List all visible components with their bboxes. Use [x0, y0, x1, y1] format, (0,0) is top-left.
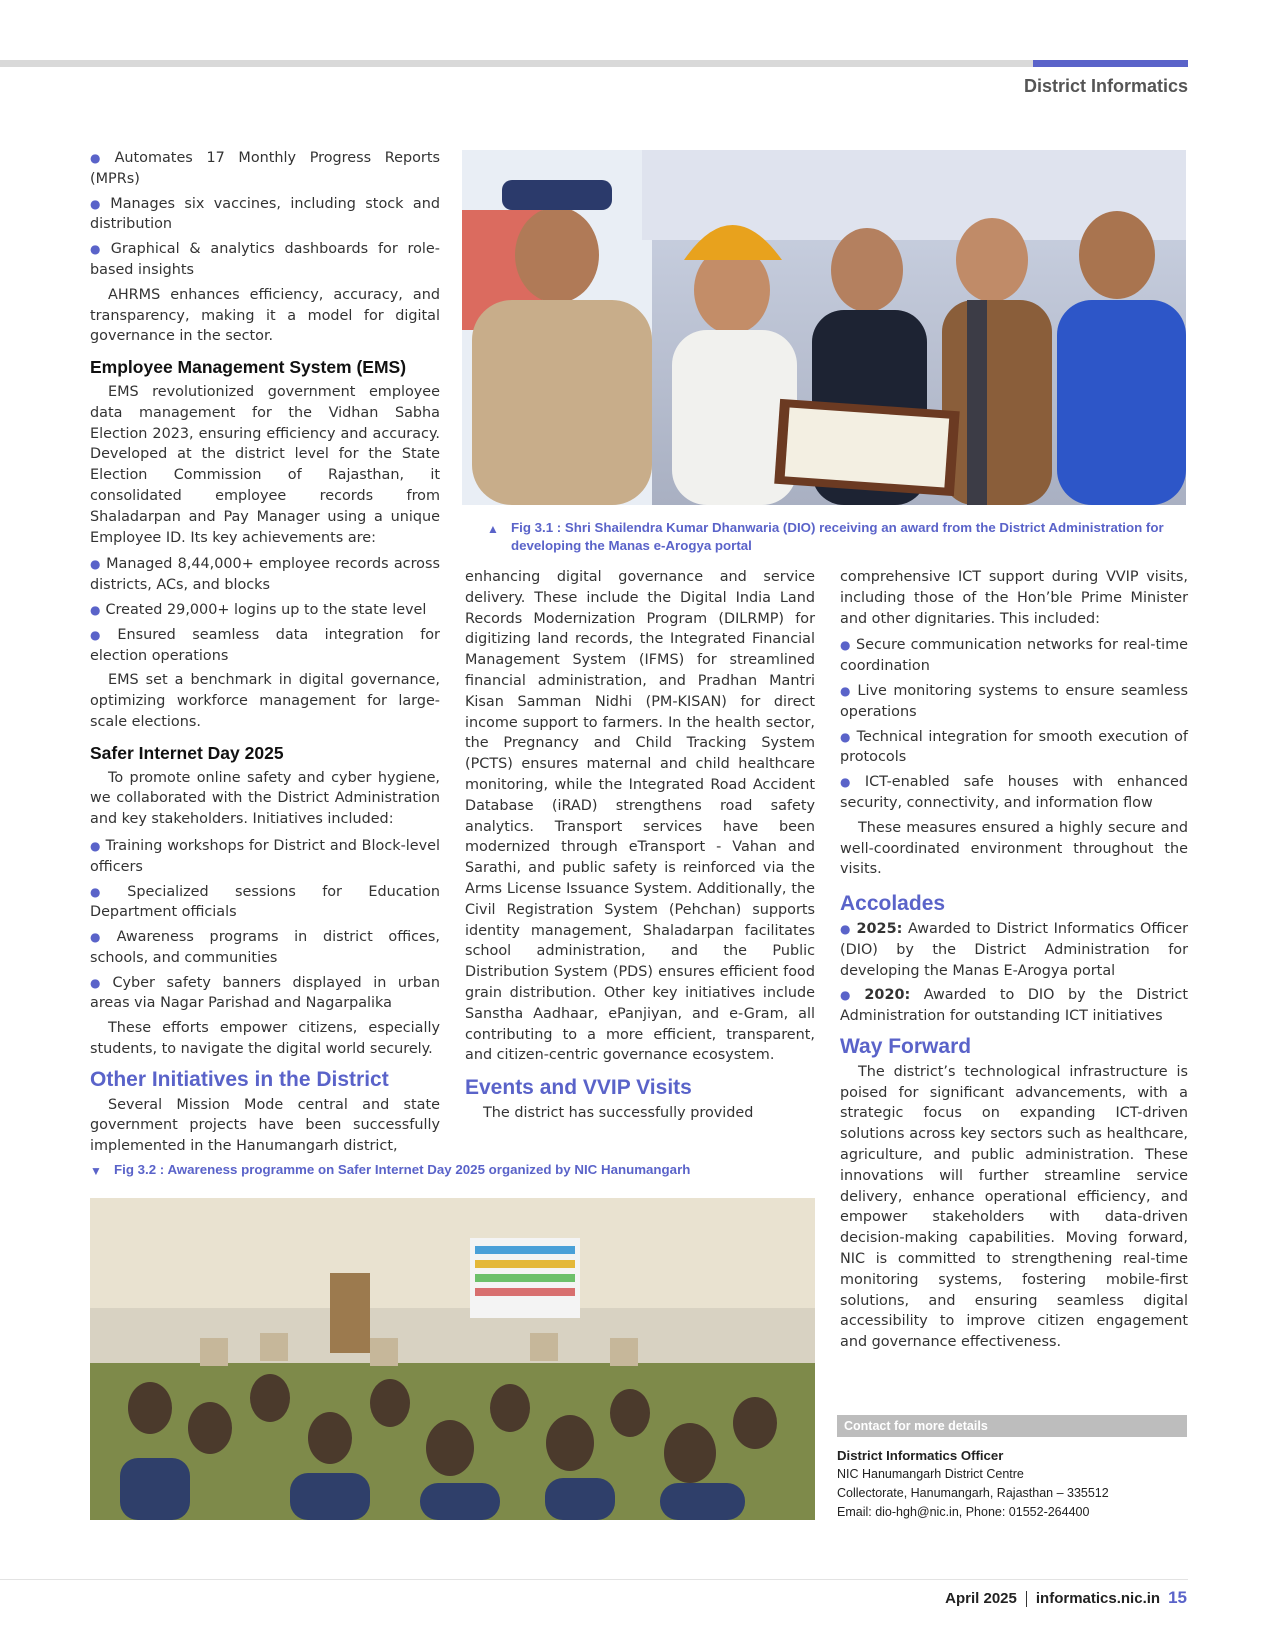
ahrms-paragraph: AHRMS enhances efficiency, accuracy, and transparency, making it a model for digital governance in the sector. — [90, 286, 440, 345]
vvip-paragraph-2: These measures ensured a highly secure and well-coordinated environment throughout the visits. — [840, 819, 1188, 878]
bullet-dot-icon: ● — [90, 196, 106, 211]
accolades-heading: Accolades — [840, 892, 946, 916]
ems-paragraph: EMS revolutionized government employee data management for the Vidhan Sabha Election 2023, ensuring efficiency and accuracy. Developed at the district level for the State Election Commission of Rajasthan, it consolidated employee records from Shaladarpan and Pay Manager using a unique Employee ID. Its key achievements are: — [90, 383, 440, 546]
list-item: ● Automates 17 Monthly Progress Reports (MPRs) — [90, 150, 440, 187]
column-right — [840, 567, 1188, 1353]
list-item: ● Graphical & analytics dashboards for role-based insights — [90, 241, 440, 278]
awareness-programme-illustration — [90, 1198, 815, 1520]
footer-rule — [0, 1579, 1188, 1580]
footer-date: April 2025 — [945, 1590, 1017, 1607]
bullet-dot-icon: ● — [90, 627, 113, 642]
section-label: District Informatics — [1023, 76, 1188, 96]
list-item: ● Awareness programs in district offices, schools, and communities — [90, 929, 440, 966]
footer-site: informatics.nic.in — [1035, 1590, 1161, 1607]
safer-internet-heading: Safer Internet Day 2025 — [90, 742, 284, 763]
list-item: ● Training workshops for District and Block-level officers — [90, 837, 440, 875]
figure-3-2-caption — [90, 1161, 810, 1179]
bullet-dot-icon: ● — [90, 557, 102, 572]
list-item: ● Secure communication networks for real-time coordination — [840, 637, 1188, 675]
list-item: ● Live monitoring systems to ensure seamless operations — [840, 682, 1188, 720]
contact-box-label: Contact for more details — [837, 1415, 1187, 1437]
contact-line-1: NIC Hanumangarh District Centre — [837, 1467, 1024, 1481]
list-item: ● 2025: Awarded to District Informatics Officer (DIO) by the District Administration for developing the Manas E-Arogya portal — [840, 920, 1188, 979]
figure-3-1-caption — [487, 519, 1187, 555]
ems-bullet-list — [90, 554, 440, 666]
ahrms-bullet-list — [90, 148, 440, 281]
award-ceremony-photo — [462, 150, 1186, 505]
awareness-programme-photo — [90, 1198, 815, 1520]
bullet-dot-icon: ● — [90, 151, 110, 165]
bullet-dot-icon: ● — [840, 775, 860, 790]
list-item: ● Managed 8,44,000+ employee records across districts, ACs, and blocks — [90, 556, 440, 594]
figure-3-2-caption-text: Fig 3.2 : Awareness programme on Safer Internet Day 2025 organized by NIC Hanumangarh — [114, 1162, 691, 1177]
safer-internet-paragraph: To promote online safety and cyber hygiene, we collaborated with the District Administration and key stakeholders. Initiatives included: — [90, 769, 440, 828]
bullet-dot-icon: ● — [90, 884, 123, 899]
bullet-dot-icon: ● — [90, 838, 101, 853]
figure-3-1-caption-text: Fig 3.1 : Shri Shailendra Kumar Dhanwaria (DIO) receiving an award from the District Administration for developing the Manas e-Arogya portal — [511, 520, 1164, 553]
footer-separator — [1026, 1591, 1027, 1607]
other-initiatives-paragraph: Several Mission Mode central and state government projects have been successfully implemented in the Hanumangarh district, — [90, 1096, 440, 1155]
header-rule — [0, 60, 1188, 67]
ems-paragraph-2: EMS set a benchmark in digital governance, optimizing workforce management for large-scale elections. — [90, 672, 440, 730]
bullet-dot-icon: ● — [840, 638, 852, 653]
header-accent-bar — [1033, 60, 1188, 67]
list-item: ● ICT-enabled safe houses with enhanced security, connectivity, and information flow — [840, 774, 1188, 811]
bullet-dot-icon: ● — [90, 930, 112, 945]
page-footer — [945, 1588, 1187, 1608]
contact-line-3: Email: dio-hgh@nic.in, Phone: 01552-264400 — [837, 1505, 1090, 1519]
list-item: ● Created 29,000+ logins up to the state level — [90, 601, 427, 618]
way-forward-paragraph: The district’s technological infrastructure is poised for significant advancements, with a strategic focus on expanding ICT-driven solutions across key sectors such as healthcare, agriculture, and public administration. These innovations will further streamline service delivery, enhance operational efficiency, and empower stakeholders with data-driven decision-making capabilities. Moving forward, NIC is committed to strengthening real-time monitoring systems, fostering mobile-first solutions, and ensuring seamless digital accessibility to improve citizen engagement and governance effectiveness. — [840, 1063, 1188, 1351]
safer-internet-bullet-list — [90, 836, 440, 1014]
events-heading: Events and VVIP Visits — [465, 1076, 692, 1100]
other-initiatives-heading: Other Initiatives in the District — [90, 1067, 389, 1091]
bullet-dot-icon: ● — [840, 729, 852, 744]
bullet-dot-icon: ● — [90, 975, 108, 990]
triangle-up-icon: ▲ — [487, 522, 499, 536]
vvip-paragraph: comprehensive ICT support during VVIP visits, including those of the Hon’ble Prime Minister and other dignitaries. This included: — [840, 569, 1188, 627]
bullet-dot-icon: ● — [90, 242, 106, 257]
contact-details — [837, 1446, 1187, 1522]
bullet-dot-icon: ● — [840, 988, 860, 1003]
triangle-down-icon: ▼ — [90, 1164, 102, 1178]
bullet-dot-icon: ● — [90, 602, 101, 617]
list-item: ● 2020: Awarded to DIO by the District Administration for outstanding ICT initiatives — [840, 987, 1188, 1025]
projects-paragraph: enhancing digital governance and service delivery. These include the Digital India Land Records Modernization Program (DILRMP) for digitizing land records, the Integrated Financial Management System (IFMS) for streamlined financial administration, and Pradhan Mantri Kisan Samman Nidhi (PM-KISAN) for direct income support to farmers. In the health sector, the Pregnancy and Child Tracking System (PCTS) ensures maternal and child healthcare monitoring, while the Integrated Road Accident Database (iRAD) strengthens road safety analytics. Transport services have been modernized through eTransport - Vahan and Sarathi, and public safety is reinforced via the Arms License Issuance System. Additionally, the Civil Registration System (Pehchan) supports identity management, Shaladarpan facilitates school administration, and the Public Distribution System (PDS) ensures efficient food grain distribution. Other key initiatives include Sanstha Aadhaar, ePanjiyan, and e-Gram, all contributing to a more efficient, transparent, and citizen-centric governance ecosystem. — [465, 569, 815, 1064]
list-item: ● Cyber safety banners displayed in urban areas via Nagar Parishad and Nagarpalika — [90, 974, 440, 1012]
page-number: 15 — [1168, 1588, 1187, 1607]
bullet-dot-icon: ● — [840, 683, 853, 698]
ems-heading: Employee Management System (EMS) — [90, 357, 407, 378]
safer-internet-paragraph-2: These efforts empower citizens, especially students, to navigate the digital world securely. — [90, 1020, 440, 1058]
list-item: ● Manages six vaccines, including stock and distribution — [90, 195, 440, 233]
list-item: ● Ensured seamless data integration for election operations — [90, 626, 440, 664]
contact-line-2: Collectorate, Hanumangarh, Rajasthan – 335512 — [837, 1486, 1109, 1500]
bullet-dot-icon: ● — [840, 921, 852, 936]
accolades-list — [840, 919, 1188, 1027]
column-left — [90, 148, 440, 1157]
award-ceremony-illustration — [462, 150, 1186, 505]
list-item: ● Technical integration for smooth execution of protocols — [840, 728, 1188, 766]
list-item: ● Specialized sessions for Education Department officials — [90, 883, 440, 921]
events-paragraph: The district has successfully provided — [483, 1104, 754, 1121]
contact-name: District Informatics Officer — [837, 1448, 1004, 1463]
way-forward-heading: Way Forward — [840, 1034, 972, 1058]
column-middle — [465, 567, 815, 1124]
vvip-bullet-list — [840, 635, 1188, 813]
